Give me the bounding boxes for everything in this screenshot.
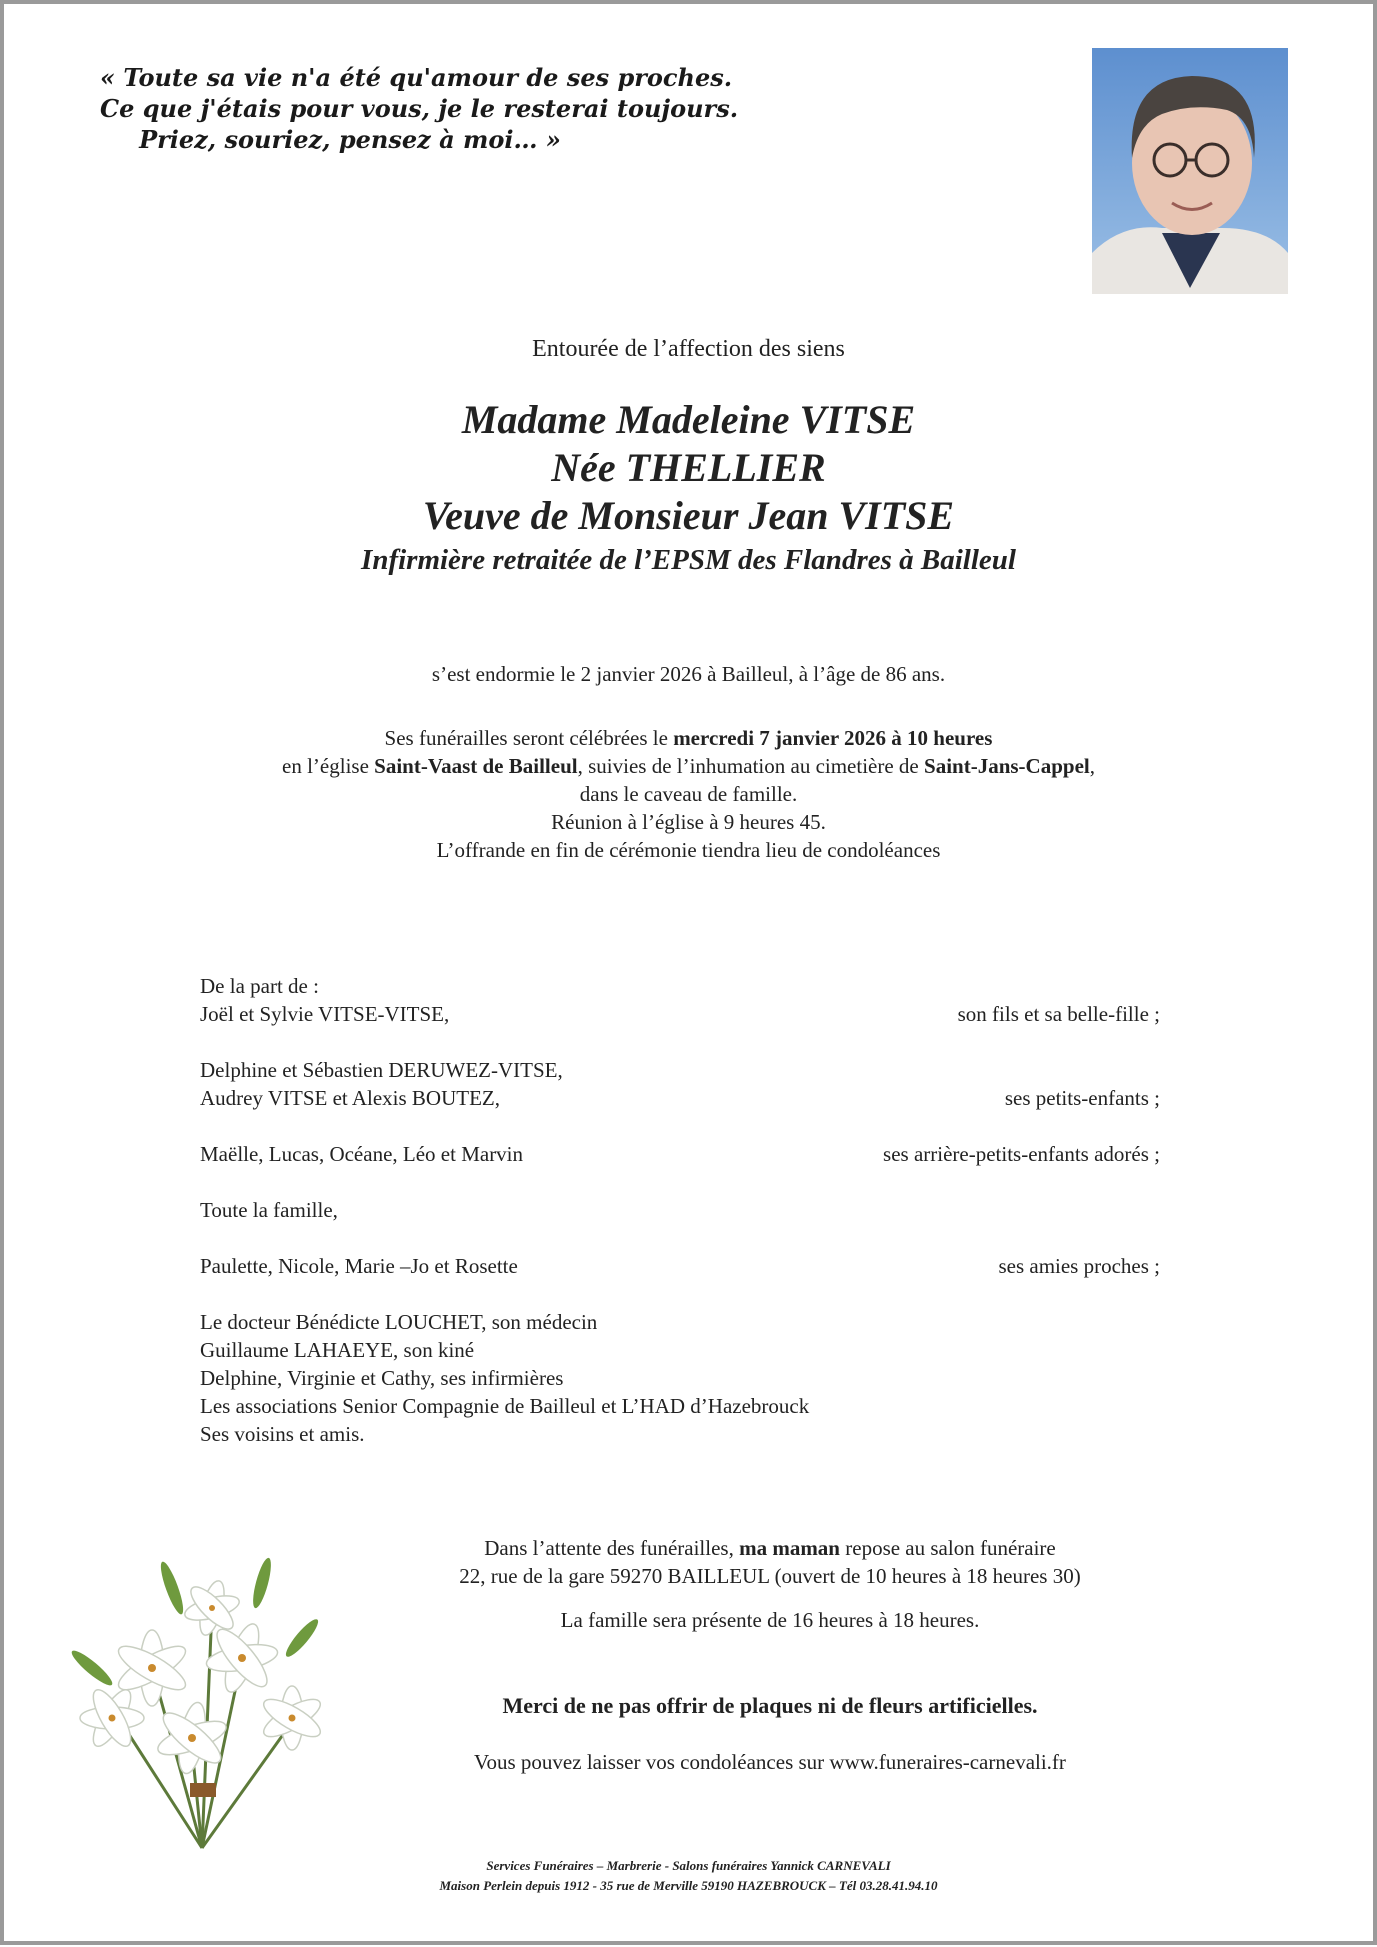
list-item: Audrey VITSE et Alexis BOUTEZ, ses petits-enfants ; bbox=[200, 1086, 1160, 1110]
deceased-name: Madame Madeleine VITSE bbox=[461, 397, 916, 442]
funeral-text: en l’église bbox=[282, 754, 375, 778]
wake-text: Dans l’attente des funérailles, bbox=[484, 1536, 740, 1560]
list-item: Les associations Senior Compagnie de Bailleul et L’HAD d’Hazebrouck bbox=[200, 1394, 810, 1418]
list-item: Guillaume LAHAEYE, son kiné bbox=[200, 1338, 475, 1362]
list-item: Joël et Sylvie VITSE-VITSE, son fils et sa belle-fille ; bbox=[200, 1002, 1160, 1026]
widow-line: Veuve de Monsieur Jean VITSE bbox=[422, 493, 955, 538]
cemetery-name: Saint-Jans-Cappel bbox=[924, 754, 1090, 778]
wake-text-bold: ma maman bbox=[739, 1536, 840, 1560]
maiden-name: Née THELLIER bbox=[551, 445, 826, 490]
quote-line: Priez, souriez, pensez à moi… » bbox=[139, 125, 561, 154]
profession-line: Infirmière retraitée de l’EPSM des Flandres à Bailleul bbox=[361, 544, 1016, 576]
church-name: Saint-Vaast de Bailleul bbox=[374, 754, 578, 778]
death-notice: s’est endormie le 2 janvier 2026 à Bailleul, à l’âge de 86 ans. bbox=[431, 662, 946, 686]
intro-line: Entourée de l’affection des siens bbox=[532, 336, 845, 362]
funeral-text: , suivies de l’inhumation au cimetière de bbox=[577, 754, 925, 778]
condolences-website: Vous pouvez laisser vos condoléances sur www.funeraires-carnevali.fr bbox=[474, 1750, 1066, 1774]
list-item: Paulette, Nicole, Marie –Jo et Rosette ses amies proches ; bbox=[200, 1254, 1160, 1278]
portrait-photo bbox=[1092, 48, 1288, 294]
no-flowers-note: Merci de ne pas offrir de plaques ni de fleurs artificielles. bbox=[502, 1693, 1038, 1718]
funeral-services-footer bbox=[0, 1856, 1377, 1896]
funeral-details bbox=[0, 724, 1377, 864]
family-list bbox=[200, 972, 1160, 1448]
funeral-date: mercredi 7 janvier 2026 à 10 heures bbox=[673, 726, 993, 750]
wake-text: repose au salon funéraire bbox=[840, 1536, 1056, 1560]
funeral-text: , bbox=[1089, 754, 1095, 778]
footer-line: Services Funéraires – Marbrerie - Salons funéraires Yannick CARNEVALI bbox=[486, 1858, 891, 1873]
list-item: Delphine, Virginie et Cathy, ses infirmières bbox=[200, 1366, 564, 1390]
list-item: Toute la famille, bbox=[200, 1198, 338, 1222]
funeral-text: dans le caveau de famille. bbox=[579, 782, 798, 806]
family-presence: La famille sera présente de 16 heures à 18 heures. bbox=[560, 1608, 980, 1632]
lily-bouquet-icon bbox=[52, 1548, 372, 1858]
list-item: Maëlle, Lucas, Océane, Léo et Marvin ses arrière-petits-enfants adorés ; bbox=[200, 1142, 1160, 1166]
list-item: Ses voisins et amis. bbox=[200, 1422, 365, 1446]
epitaph-quote bbox=[100, 62, 739, 155]
quote-line: « Toute sa vie n'a été qu'amour de ses proches. bbox=[100, 63, 733, 92]
list-item: Delphine et Sébastien DERUWEZ-VITSE, bbox=[200, 1058, 563, 1082]
funeral-text: Ses funérailles seront célébrées le bbox=[384, 726, 674, 750]
funeral-home-address: 22, rue de la gare 59270 BAILLEUL (ouvert de 10 heures à 18 heures 30) bbox=[459, 1564, 1081, 1588]
deceased-name-block bbox=[0, 396, 1377, 580]
meeting-time: Réunion à l’église à 9 heures 45. bbox=[551, 810, 826, 834]
offering-note: L’offrande en fin de cérémonie tiendra lieu de condoléances bbox=[436, 838, 941, 862]
list-item: Le docteur Bénédicte LOUCHET, son médecin bbox=[200, 1310, 598, 1334]
family-header: De la part de : bbox=[200, 974, 319, 998]
wake-details bbox=[350, 1534, 1190, 1590]
footer-line: Maison Perlein depuis 1912 - 35 rue de Merville 59190 HAZEBROUCK – Tél 03.28.41.94.10 bbox=[439, 1878, 938, 1893]
quote-line: Ce que j'étais pour vous, je le resterai toujours. bbox=[100, 94, 739, 123]
